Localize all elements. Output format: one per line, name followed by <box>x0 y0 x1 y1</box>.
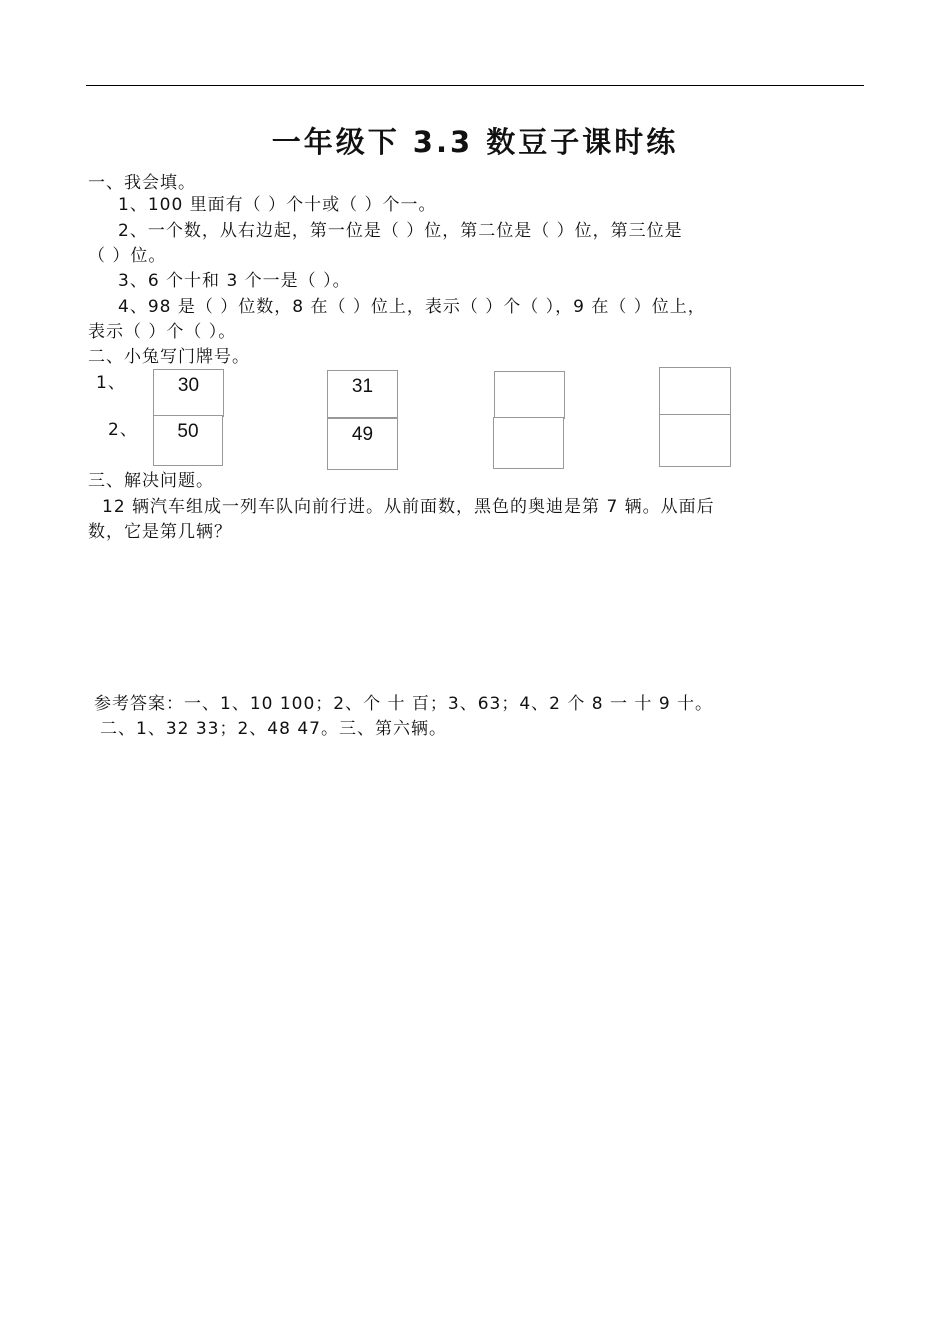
section1-heading: 一、我会填。 <box>88 173 196 193</box>
question-2-line1: 2、一个数，从右边起，第一位是（ ）位，第二位是（ ）位，第三位是 <box>118 221 683 241</box>
door-box-r2-4 <box>659 414 731 467</box>
question-3: 3、6 个十和 3 个一是（ ）。 <box>118 271 351 291</box>
door-box-r2-1: 50 <box>153 415 223 466</box>
door-box-r1-2: 31 <box>327 370 398 418</box>
problem-line2: 数，它是第几辆？ <box>88 522 232 542</box>
answers-line1: 参考答案：一、1、10 100；2、个 十 百；3、63；4、2 个 8 一 十 9 十。 <box>94 694 714 714</box>
door-box-r1-1: 30 <box>153 369 224 417</box>
page-title: 一年级下 3.3 数豆子课时练 <box>271 125 679 159</box>
door-box-r2-3 <box>493 417 564 469</box>
row1-label: 1、 <box>96 373 126 393</box>
question-4-line1: 4、98 是（ ）位数，8 在（ ）位上，表示（ ）个（ ），9 在（ ）位上， <box>118 297 706 317</box>
question-2-line2: （ ）位。 <box>88 246 167 266</box>
door-box-r1-3 <box>494 371 565 419</box>
door-box-r2-2: 49 <box>327 418 398 470</box>
row2-label: 2、 <box>108 420 138 440</box>
question-1: 1、100 里面有（ ）个十或（ ）个一。 <box>118 195 437 215</box>
header-rule <box>86 85 864 86</box>
answers-line2: 二、1、32 33；2、48 47。三、第六辆。 <box>100 719 447 739</box>
question-4-line2: 表示（ ）个（ ）。 <box>88 322 237 342</box>
problem-line1: 12 辆汽车组成一列车队向前行进。从前面数，黑色的奥迪是第 7 辆。从面后 <box>102 497 715 517</box>
section2-heading: 二、小兔写门牌号。 <box>88 347 250 367</box>
door-box-r1-4 <box>659 367 731 415</box>
section3-heading: 三、解决问题。 <box>88 471 214 491</box>
